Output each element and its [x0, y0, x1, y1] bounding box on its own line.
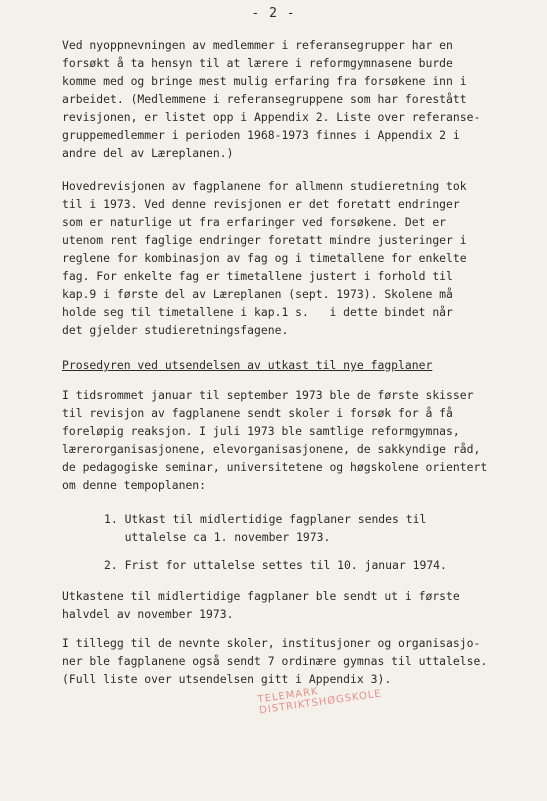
paragraph-timeline: I tidsrommet januar til september 1973 ble de første skisser til revisjon av fagplanene sendt skoler i forsøk for å få foreløpig reaksjon. I juli 1973 ble samtlige reformgymnas, lærerorganisasjonene, elevorganisasjonene, de sakkyndige råd, de pedagogiske seminar, universitetene og høgskolene orientert om denne tempoplanen: — [62, 388, 488, 492]
section-heading: Prosedyren ved utsendelsen av utkast til nye fagplaner — [62, 358, 433, 372]
paragraph-intro: Ved nyoppnevningen av medlemmer i referansegrupper har en forsøkt å ta hensyn til at lærere i reformgymnasene burde komme med og bringe mest mulig erfaring fra forsøkene inn i arbeidet. (Medlemmene i referansegruppene som har forestått revisjonen, er listet opp i Appendix 2. Liste over referanse- gruppemedlemmer i perioden 1968-1973 finnes i Appendix 2 i andre del av Læreplanen.) — [62, 38, 481, 160]
list-item-2: 2. Frist for uttalelse settes til 10. januar 1974. — [104, 558, 447, 572]
page-number: - 2 - — [251, 6, 296, 21]
list-item-1: 1. Utkast til midlertidige fagplaner sendes til uttalelse ca 1. november 1973. — [104, 512, 427, 544]
library-stamp: TELEMARK DISTRIKTSHØGSKOLE — [257, 686, 383, 717]
paragraph-main-revision: Hovedrevisjonen av fagplanene for allmenn studieretning tok til i 1973. Ved denne revisjonen er det foretatt endringer som er naturlige ut fra erfaringer ved forsøkene. Det er utenom rent faglige endringer foretatt mindre justeringer i reglene for kombinasjon av fag og i timetallene for enkelte fag. For enkelte fag er timetallene justert i forhold til kap.9 i første del av Læreplanen (sept. 1973). Skolene må holde seg til timetallene i kap.1 s. i dette bindet når det gjelder studieretningsfagene. — [62, 179, 467, 337]
paragraph-drafts-sent: Utkastene til midlertidige fagplaner ble sendt ut i første halvdel av november 1973. — [62, 589, 460, 621]
paragraph-additional: I tillegg til de nevnte skoler, institusjoner og organisasjo- ner ble fagplanene også sendt 7 ordinære gymnas til uttalelse. (Full liste over utsendelsen gitt i Appendix 3). — [62, 636, 488, 686]
